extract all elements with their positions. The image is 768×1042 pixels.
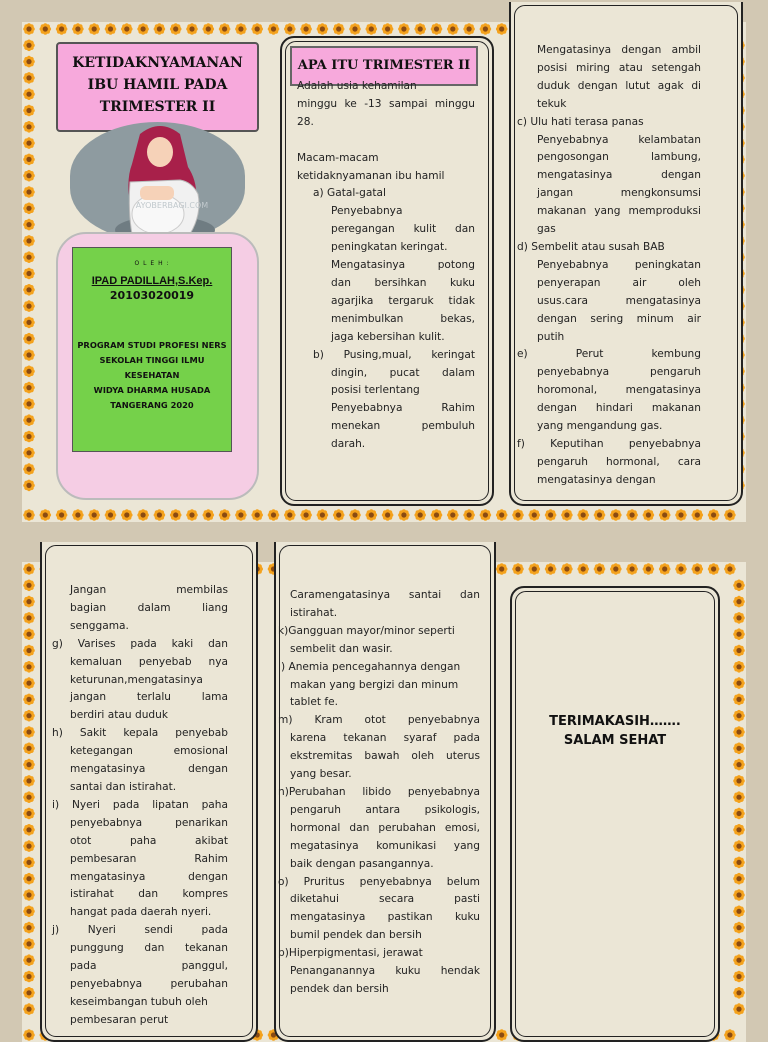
flower-icon [577,563,589,575]
text-line: pendek dan bersih [290,982,389,995]
flower-icon [480,509,492,521]
flower-icon [366,509,378,521]
flower-icon [512,509,524,521]
text-line: posisi terlentang [331,384,420,397]
text-line: dan bersihkan kuku [331,276,475,289]
flower-icon [333,23,345,35]
text-line: istirahat. [290,606,338,619]
flower-icon [23,284,35,296]
text-line: posisi miring atau setengah [537,61,701,74]
flower-icon [398,23,410,35]
flower-icon [349,509,361,521]
text-line: p)Hiperpigmentasi, jerawat [278,947,423,960]
flower-icon [733,694,745,706]
flower-icon [692,509,704,521]
flower-icon [23,121,35,133]
text-line: g) Varises pada kaki dan [52,637,228,650]
flower-icon [23,23,35,35]
flower-icon [23,203,35,215]
flower-icon [733,938,745,950]
text-line: agarjika tergaruk tidak [331,294,475,307]
flower-icon [545,509,557,521]
flower-icon [170,509,182,521]
flower-icon [186,23,198,35]
flower-icon [561,563,573,575]
flower-icon [349,23,361,35]
flower-icon [186,509,198,521]
flower-icon [447,23,459,35]
flower-icon [219,509,231,521]
text-line: jaga kebersihan kulit. [331,330,445,343]
flower-icon [88,509,100,521]
text-line: j) Nyeri sendi pada [52,924,228,937]
flower-icon [594,563,606,575]
flower-icon [23,251,35,263]
flower-icon [317,23,329,35]
flower-icon [675,509,687,521]
thanks-line: TERIMAKASIH……. [549,714,681,729]
flower-icon [300,23,312,35]
flower-icon [23,857,35,869]
text-line: sembelit dan wasir. [290,642,393,655]
flower-icon [733,987,745,999]
text-line: berdiri atau duduk [70,709,168,722]
flower-icon [594,509,606,521]
flower-icon [733,906,745,918]
flower-icon [610,563,622,575]
flower-icon [23,154,35,166]
flower-icon [23,333,35,345]
flower-icon [23,414,35,426]
flower-icon [529,563,541,575]
text-line: ketidaknyamanan ibu hamil [297,169,445,182]
program-info [73,338,231,413]
text-line: d) Sembelit atau susah BAB [517,240,665,253]
text-line: tekuk [537,97,567,110]
flower-icon [268,509,280,521]
flower-icon [121,509,133,521]
text-line: pengaruh hormonal, cara [537,455,701,468]
flower-icon [23,971,35,983]
text-line: dengan hindari makanan [537,402,701,415]
flower-icon [23,40,35,52]
program-line: TANGERANG 2020 [110,400,194,410]
flower-icon [23,775,35,787]
author-name: IPAD PADILLAH,S.Kep. [91,275,213,287]
flower-icon [708,509,720,521]
text-line: penyebabnya pengaruh [537,366,701,379]
text-line: Penyebabnya peningkatan [537,258,701,271]
program-line: PROGRAM STUDI PROFESI NERS [77,340,227,350]
text-line: bumil pendek dan bersih [290,929,422,942]
text-line: pengaruh antara psikologis, [290,803,480,816]
flower-icon [382,23,394,35]
text-line: horomonal, mengatasinya [537,384,701,397]
flower-icon [121,23,133,35]
closing-message [510,712,720,750]
text-line: yang mengandung gas. [537,420,663,433]
flower-icon [733,873,745,885]
text-line: Mengatasinya potong [331,259,475,272]
flower-icon [23,88,35,100]
flower-icon [733,628,745,640]
flower-icon [398,509,410,521]
flower-icon [23,922,35,934]
flower-icon [137,509,149,521]
text-line: dingin, pucat dalam [331,366,475,379]
text-line: punggung dan tekanan [70,942,228,955]
flower-icon [23,987,35,999]
column-2-text [297,78,475,454]
text-line: e) Perut kembung [517,348,701,361]
flower-icon [733,824,745,836]
flower-icon [733,840,745,852]
flower-icon [733,775,745,787]
flower-icon [23,268,35,280]
thanks-line: SALAM SEHAT [563,733,667,748]
text-line: peningkatan keringat. [331,241,448,254]
text-line: gas [537,223,556,236]
flower-icon [23,137,35,149]
flower-icon [733,743,745,755]
text-line: duduk dengan lutut agak di [537,79,701,92]
flower-icon [23,873,35,885]
flower-icon [733,808,745,820]
text-line: keturunan,mengatasinya [70,673,203,686]
text-line: usus.cara mengatasinya [537,294,701,307]
flower-icon [724,1029,736,1041]
brochure-page-1 [22,22,746,522]
flower-icon [643,563,655,575]
text-line: Macam-macam [297,151,379,164]
flower-icon [23,317,35,329]
cover-title-line: TRIMESTER II [99,99,216,115]
flower-icon [23,431,35,443]
text-line: ketegangan emosional [70,745,228,758]
text-line: tablet fe. [290,696,338,709]
text-line: mengatasinya dengan [70,870,228,883]
flower-icon [23,743,35,755]
flower-icon [610,509,622,521]
text-line: i) Nyeri pada lipatan paha [52,798,228,811]
flower-icon [463,23,475,35]
flower-icon [23,645,35,657]
flower-icon [23,219,35,231]
text-line: diketahui secara pasti [290,893,480,906]
flower-icon [626,509,638,521]
flower-icon [496,509,508,521]
flower-icon [480,23,492,35]
flower-icon [137,23,149,35]
flower-icon [431,509,443,521]
flower-icon [733,645,745,657]
text-line: penyebabnya penarikan [70,816,228,829]
flower-icon [317,509,329,521]
text-line: putih [537,330,565,343]
cover-title-line: IBU HAMIL PADA [87,77,228,93]
text-line: jangan terlalu lama [70,691,228,704]
flower-icon [154,509,166,521]
text-line: dengan sering minum air [537,312,701,325]
flower-icon [23,840,35,852]
text-line [297,132,475,150]
flower-icon [733,971,745,983]
flower-icon [203,23,215,35]
text-line: makanan yang memproduksi [537,205,701,218]
flower-icon [56,509,68,521]
flower-icon [23,1003,35,1015]
flower-icon [23,889,35,901]
flower-icon [23,596,35,608]
flower-icon [643,509,655,521]
flower-icon [23,235,35,247]
watermark: AYOBERBAGI.COM [135,201,209,210]
flower-icon [23,694,35,706]
flower-icon [733,791,745,803]
flower-icon [105,23,117,35]
flower-icon [23,906,35,918]
flower-icon [40,509,52,521]
flower-icon [251,23,263,35]
flower-icon [496,23,508,35]
flower-icon [733,726,745,738]
flower-icon [23,447,35,459]
flower-icon [366,23,378,35]
flower-icon [512,563,524,575]
flower-icon [708,563,720,575]
flower-icon [88,23,100,35]
flower-icon [561,509,573,521]
flower-icon [23,612,35,624]
flower-icon [23,170,35,182]
flower-icon [733,580,745,592]
cover-title-line: KETIDAKNYAMANAN [72,55,243,71]
flower-icon [496,1029,508,1041]
flower-icon [23,105,35,117]
text-line: h) Sakit kepala penyebab [52,727,228,740]
text-line: m) Kram otot penyebabnya [278,714,480,727]
text-line: k)Gangguan mayor/minor seperti [278,624,455,637]
flower-icon [23,710,35,722]
flower-icon [463,509,475,521]
flower-icon [235,23,247,35]
flower-icon [23,563,35,575]
text-line: darah. [331,438,366,451]
column-5-text [278,587,480,999]
flower-icon [23,726,35,738]
text-line: peregangan kulit dan [331,223,475,236]
flower-icon [23,808,35,820]
brochure-page-2 [22,562,746,1042]
flower-icon [382,509,394,521]
text-line: Penyebabnya kelambatan [537,133,701,146]
flower-icon [154,23,166,35]
flower-icon [72,509,84,521]
text-line: Adalah usia kehamilan [297,80,417,92]
flower-icon [23,661,35,673]
text-line: pengosongan lambung, [537,151,701,164]
flower-icon [268,23,280,35]
flower-icon [733,1003,745,1015]
flower-icon [733,596,745,608]
oleh-label: O L E H : [134,260,170,267]
flower-icon [496,563,508,575]
flower-icon [23,938,35,950]
program-line: WIDYA DHARMA HUSADA [93,385,211,395]
text-line: Penanganannya kuku hendak [290,965,480,978]
flower-icon [219,23,231,35]
flower-icon [56,23,68,35]
text-line: penyerapan air oleh [537,276,701,289]
text-line: mengatasinya dengan [70,763,228,776]
pregnant-woman-image [70,122,245,242]
flower-icon [23,954,35,966]
flower-icon [23,580,35,592]
flower-icon [733,954,745,966]
flower-icon [23,791,35,803]
flower-icon [251,509,263,521]
text-line: menimbulkan bekas, [331,312,475,325]
text-line: mengatasinya pastikan kuku [290,911,480,924]
column-6-panel [510,586,720,1042]
text-line: hangat pada daerah nyeri. [70,906,212,919]
text-line: otot paha akibat [70,834,228,847]
text-line: hormonal dan perubahan emosi, [290,821,480,834]
text-line: makan yang bergizi dan minum [290,678,459,691]
flower-icon [284,509,296,521]
text-line: pada panggul, [70,960,228,973]
flower-icon [105,509,117,521]
flower-icon [529,509,541,521]
flower-icon [300,509,312,521]
text-line: istirahat dan kompres [70,888,228,901]
flower-icon [733,889,745,901]
text-line: bagian dalam liang [70,601,228,614]
flower-icon [447,509,459,521]
flower-icon [23,759,35,771]
text-line: ekstremitas bawah oleh uterus [290,750,480,763]
pregnant-woman-illustration [70,122,245,242]
flower-icon [23,366,35,378]
text-line: l) Anemia pencegahannya dengan [278,660,461,673]
flower-icon [23,398,35,410]
flower-icon [72,23,84,35]
flower-icon [733,922,745,934]
flower-icon [675,563,687,575]
text-line: Penyebabnya [331,205,403,218]
text-line: pembesaran Rahim [70,852,228,865]
text-line: Caramengatasinya santai dan [290,589,480,601]
text-line: santai dan istirahat. [70,780,177,793]
flower-icon [659,509,671,521]
flower-icon [170,23,182,35]
flower-icon [235,509,247,521]
flower-icon [40,23,52,35]
text-line: o) Pruritus penyebabnya belum [278,875,480,888]
flower-icon [733,612,745,624]
flower-icon [23,349,35,361]
text-line: mengatasinya dengan [537,169,701,182]
column-3-text [517,42,701,490]
flower-icon [23,1029,35,1041]
text-line: karena tekanan syaraf pada [290,732,480,745]
text-line: b) Pusing,mual, keringat [313,348,475,361]
text-line: n)Perubahan libido penyebabnya [278,785,480,798]
flower-icon [23,186,35,198]
author-box [72,247,232,452]
flower-icon [23,509,35,521]
flower-icon [23,677,35,689]
flower-icon [545,563,557,575]
flower-icon [692,563,704,575]
text-line: kemaluan penyebab nya [70,655,228,668]
flower-icon [284,23,296,35]
flower-icon [659,563,671,575]
flower-icon [23,56,35,68]
flower-icon [733,759,745,771]
program-line: SEKOLAH TINGGI ILMU KESEHATAN [99,355,205,380]
flower-icon [724,509,736,521]
text-line: 28. [297,115,314,128]
text-line: yang besar. [290,768,352,781]
flower-icon [23,463,35,475]
text-line: pembesaran perut [70,1013,169,1026]
text-line: Jangan membilas [70,584,228,596]
flower-icon [23,824,35,836]
flower-icon [23,628,35,640]
flower-icon [23,480,35,492]
text-line: a) Gatal-gatal [313,187,386,200]
text-line: Mengatasinya dengan ambil [537,44,701,56]
flower-icon [733,677,745,689]
flower-icon [23,72,35,84]
text-line: menekan pembuluh [331,420,475,433]
text-line: jangan mengkonsumsi [537,187,701,200]
author-nim: 20103020019 [109,289,195,302]
text-line: keseimbangan tubuh oleh [70,995,208,1008]
text-line: penyebabnya perubahan [70,977,228,990]
text-line: minggu ke -13 sampai minggu [297,97,475,110]
flower-icon [414,509,426,521]
text-line: senggama. [70,619,129,632]
text-line: baik dengan pasangannya. [290,857,434,870]
cover-title [56,42,259,132]
text-line: mengatasinya dengan [537,473,656,486]
flower-icon [414,23,426,35]
text-line: Penyebabnya Rahim [331,402,475,415]
flower-icon [333,509,345,521]
flower-icon [23,300,35,312]
flower-icon [733,857,745,869]
flower-icon [23,382,35,394]
flower-icon [431,23,443,35]
flower-icon [577,509,589,521]
column-4-text [52,582,228,1030]
flower-icon [626,563,638,575]
flower-icon [733,661,745,673]
flower-icon [203,509,215,521]
text-line: f) Keputihan penyebabnya [517,437,701,450]
text-line: megatasinya komunikasi yang [290,839,480,852]
section-heading: APA ITU TRIMESTER II [290,46,478,86]
flower-icon [724,563,736,575]
text-line: c) Ulu hati terasa panas [517,115,644,128]
flower-icon [733,710,745,722]
